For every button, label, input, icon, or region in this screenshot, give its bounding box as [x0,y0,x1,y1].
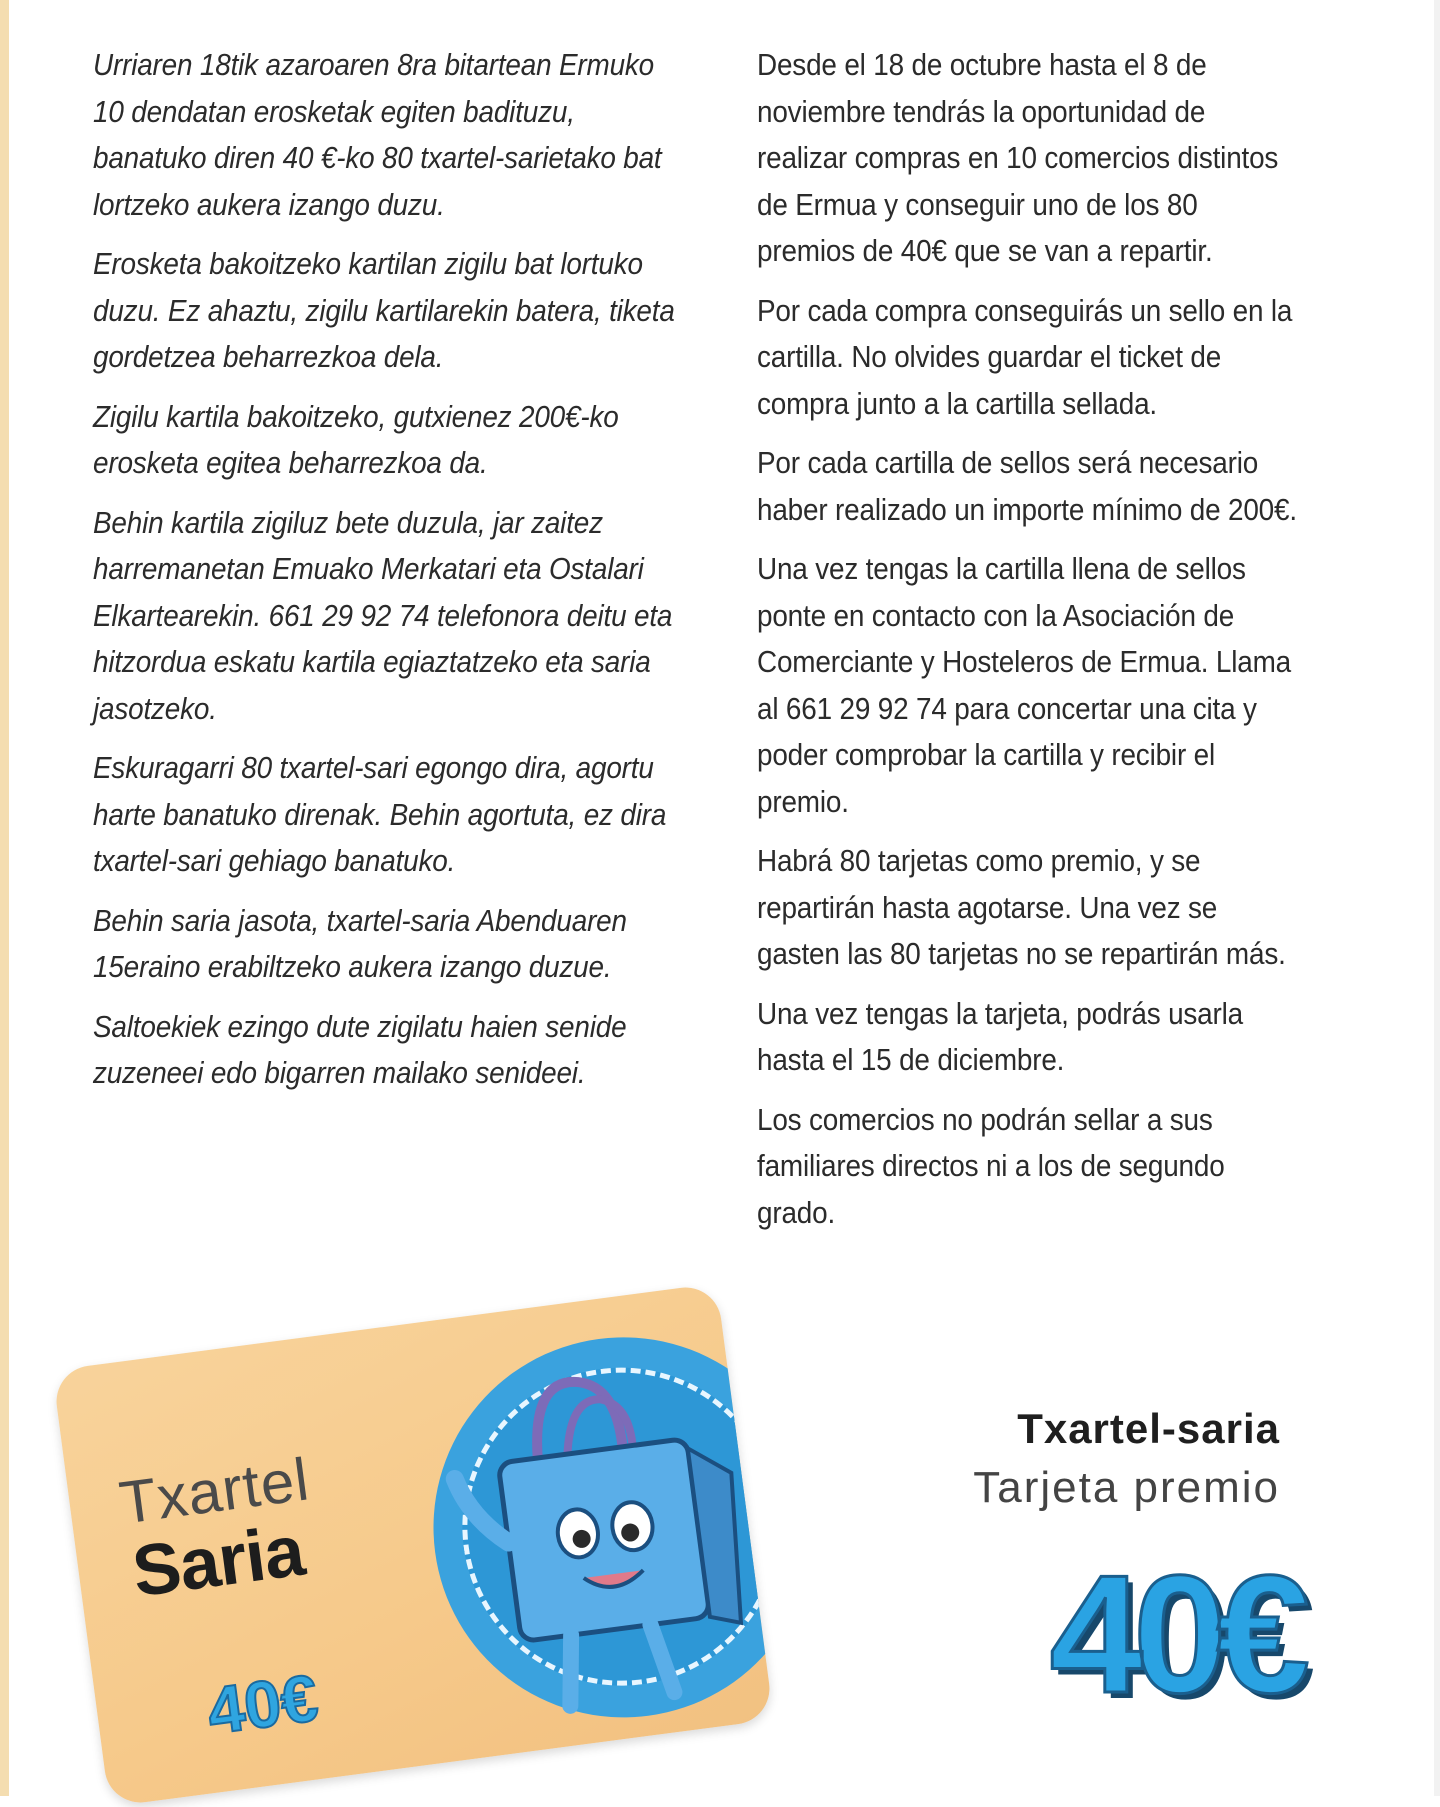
basque-paragraph-1: Urriaren 18tik azaroaren 8ra bitartean Ermuko 10 dendatan erosketak egiten badituzu, banatuko diren 40 €-ko 80 txartel-sarietako bat lortzeko aukera izango duzu. [93,47,662,222]
basque-column [93,42,683,1110]
spanish-paragraph-6: Una vez tengas la tarjeta, podrás usarla hasta el 15 de diciembre. [757,995,1243,1077]
right-page-edge [1434,0,1440,1796]
prize-amount: 40€ [1049,1540,1300,1728]
spanish-column [757,42,1297,1249]
basque-paragraph-3: Zigilu kartila bakoitzeko, gutxienez 200€-ko erosketa egitea beharrezkoa da. [93,398,619,480]
basque-paragraph-5: Eskuragarri 80 txartel-sari egongo dira, agortu harte banatuko direnak. Behin agortuta, ez dira txartel-sari gehiago banatuko. [93,750,667,878]
spanish-paragraph-5: Habrá 80 tarjetas como premio, y se repartirán hasta agotarse. Una vez se gasten las 80 tarjetas no se repartirán más. [757,843,1286,971]
basque-paragraph-2: Erosketa bakoitzeko kartilan zigilu bat lortuko duzu. Ez ahaztu, zigilu kartilarekin batera, tiketa gordetzea beharrezkoa dela. [93,246,675,374]
card-amount: 40€ [203,1660,322,1748]
basque-paragraph-7: Saltoekiek ezingo dute zigilatu haien senide zuzeneei edo bigarren mailako senideei. [93,1008,627,1090]
left-page-edge [0,0,9,1796]
spanish-paragraph-7: Los comercios no podrán sellar a sus familiares directos ni a los de segundo grado. [757,1101,1225,1230]
basque-paragraph-4: Behin kartila zigiluz bete duzula, jar zaitez harremanetan Emuako Merkatari eta Ostalari Elkartearekin. 661 29 92 74 telefonora deitu eta hitzordua eskatu kartila egiaztatzeko eta saria jasotzeko. [93,504,673,726]
card-title-line2: Saria [128,1510,309,1613]
spanish-paragraph-1: Desde el 18 de octubre hasta el 8 de noviembre tendrás la oportunidad de realizar compras en 10 comercios distintos de Ermua y conseguir uno de los 80 premios de 40€ que se van a repartir. [757,47,1279,268]
prize-card-illustration [52,1283,774,1807]
basque-paragraph-6: Behin saria jasota, txartel-saria Abenduaren 15eraino erabiltzeko aukera izango duzue. [93,902,627,984]
prize-subtitle: Tarjeta premio [973,1463,1280,1512]
card-title-line1: Txartel [115,1445,314,1537]
prize-title: Txartel-saria [1017,1405,1280,1452]
spanish-paragraph-4: Una vez tengas la cartilla llena de sellos ponte en contacto con la Asociación de Comerciante y Hosteleros de Ermua. Llama al 661 29 92 74 para concertar una cita y poder comprobar la cartilla y recibir el premio. [757,551,1291,819]
spanish-paragraph-2: Por cada compra conseguirás un sello en la cartilla. No olvides guardar el ticket de compra junto a la cartilla sellada. [757,292,1293,421]
shopping-bag-mascot-icon [52,1283,774,1807]
spanish-paragraph-3: Por cada cartilla de sellos será necesario haber realizado un importe mínimo de 200€. [757,445,1297,527]
